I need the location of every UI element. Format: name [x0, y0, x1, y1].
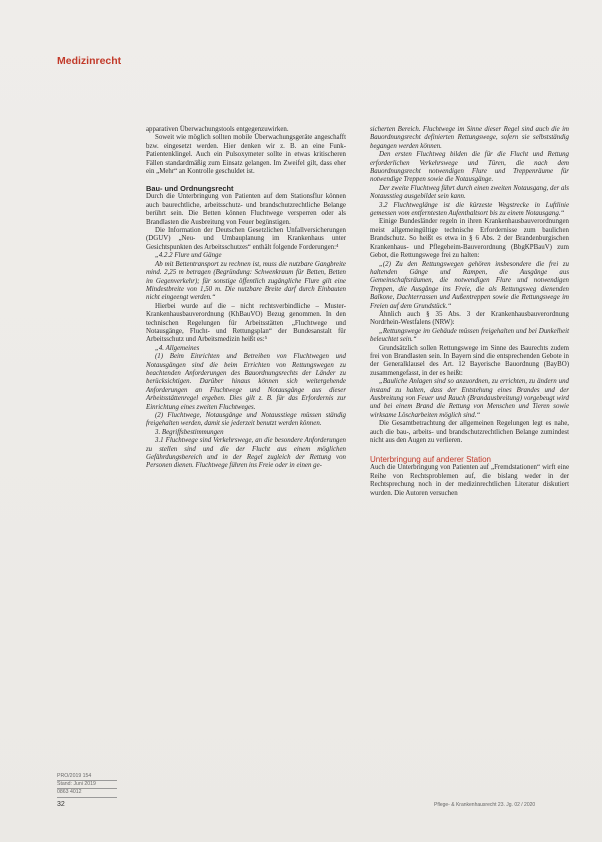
sidebar-note: [57, 773, 117, 798]
quote: Den ersten Fluchtweg bilden die für die Flucht und Rettung erforderlichen Verkehrswege und Türen, die nach dem Bauordnungsrecht notwendigen Flure und Treppenräume für notwendige Treppen sowie die Notausgänge.: [370, 151, 569, 184]
paragraph: Auch die Unterbringung von Patienten auf „Fremdstationen“ wirft eine Reihe von Rechtsproblemen auf, die bislang weder in der Rechtsprechung noch in der medizinrechtlichen Literatur diskutiert wurden. Die Autoren versuchen: [370, 464, 569, 497]
subheading: Unterbringung auf anderer Station: [370, 455, 491, 465]
paragraph: Grundsätzlich sollen Rettungswege im Sinne des Baurechts zudem frei von Brandlasten sein. In Bayern sind die entsprechenden Gebote in der Generalklausel des Art. 12 Bayerische Bauordnung (BayBO) zusammengefasst, in der es heißt:: [370, 344, 569, 377]
quote: „(2) Zu den Rettungswegen gehören insbesondere die frei zu haltenden Gänge und Rampen, die Ausgänge aus Gemeinschaftsräumen, die notwendigen Flure und notwendigen Treppen, die Ausgänge ins Freie, die als Rettungsweg dienenden Balkone, Dachterrassen und Außentreppen sowie die Rettungswege im Freien auf dem Grundstück.“: [370, 260, 569, 310]
quote: 3.1 Fluchtwege sind Verkehrswege, an die besondere Anforderungen zu stellen sind und die der Flucht aus einem möglichen Gefährdungsbereich und in der Regel zugleich der Rettung von Personen dienen. Fluchtwege führen ins Freie oder in einen ge-: [146, 437, 346, 470]
subheading: Bau- und Ordnungsrecht: [146, 184, 234, 194]
sidebar-note-line: 0863 4012: [57, 789, 117, 797]
paragraph: Die Information der Deutschen Gesetzlichen Unfallversicherungen (DGUV) „Neu- und Umbauplanung im Krankenhaus unter Gesichtspunkten des Arbeitsschutzes“ enthält folgende Forderungen:⁴: [146, 227, 346, 251]
paragraph: Hierbei wurde auf die – nicht rechtsverbindliche – Muster-Krankenhausbauverordnung (KhBauVO) Bezug genommen. In den technischen Regelungen für Arbeitsstätten „Fluchtwege und Notausgänge, Flucht- und Rettungsplan“ der Bundesanstalt für Arbeitsschutz und Arbeitsmedizin heißt es:⁵: [146, 302, 346, 344]
quote: Der zweite Fluchtweg führt durch einen zweiten Notausgang, der als Notausstieg ausgebildet sein kann.: [370, 184, 569, 201]
quote: (1) Beim Einrichten und Betreiben von Fluchtwegen und Notausgängen sind die beim Errichten von Rettungswegen zu beachtenden Anforderungen des Bauordnungsrechts der Länder zu berücksichtigen. Darüber hinaus können sich weitergehende Anforderungen an Fluchtwege und Notausgänge aus dieser Arbeitsstättenregel ergeben. Dies gilt z. B. für das Erfordernis zur Einrichtung eines zweiten Fluchtweges.: [146, 353, 346, 411]
quote: „Rettungswege im Gebäude müssen freigehalten und bei Dunkelheit beleuchtet sein.“: [370, 327, 569, 344]
sidebar-note-line: PRO/2019 154: [57, 773, 117, 781]
paragraph: Ähnlich auch § 35 Abs. 3 der Krankenhausbauverordnung Nordrhein-Westfalens (NRW):: [370, 310, 569, 327]
quote: Ab mit Bettentransport zu rechnen ist, muss die nutzbare Gangbreite mind. 2,25 m betragen (Begründung: Schwenkraum für Betten, Betten im Gegenverkehr); für sonstige öffentlich zugängliche Flure gilt eine Mindestbreite von 1,50 m. Die nutzbare Breite darf durch Einbauten nicht eingeengt werden.“: [146, 260, 346, 302]
paragraph: Soweit wie möglich sollten mobile Überwachungsgeräte angeschafft bzw. eingesetzt werden. Hier denken wir z. B. an eine Funk-Patientenklingel. Auch ein Pulsoxymeter sollte in etwas kritischeren Fällen standardmäßig zum Einsatz gelangen. Im Zweifel gilt, dass eher ein „Mehr“ an Kontrolle geschuldet ist.: [146, 134, 346, 176]
paragraph: Die Gesamtbetrachtung der allgemeinen Regelungen legt es nahe, auch die bau-, arbeits- und brandschutzrechtlichen Belange zumindest nicht aus den Augen zu verlieren.: [370, 420, 569, 445]
quote-heading: „4. Allgemeines: [155, 344, 200, 352]
quote: sicherten Bereich. Fluchtwege im Sinne dieser Regel sind auch die im Bauordnungsrecht definierten Rettungswege, sofern sie selbstständig begangen werden können.: [370, 126, 569, 150]
left-column: [146, 126, 346, 471]
paragraph: apparativen Überwachungstools entgegenzuwirken.: [146, 126, 289, 133]
quote-heading: „4.2.2 Flure und Gänge: [155, 252, 222, 260]
quote: (2) Fluchtwege, Notausgänge und Notausstiege müssen ständig freigehalten werden, damit sie jederzeit benutzt werden können.: [146, 412, 346, 428]
section-heading: Medizinrecht: [57, 55, 122, 67]
quote: „Bauliche Anlagen sind so anzuordnen, zu errichten, zu ändern und instand zu halten, dass der Entstehung eines Brandes und der Ausbreitung von Feuer und Rauch (Brandausbreitung) vorgebeugt wird und bei einem Brand die Rettung von Menschen und Tieren sowie wirksame Löscharbeiten möglich sind.“: [370, 378, 569, 419]
quote-heading: 3. Begriffsbestimmungen: [155, 428, 224, 436]
sidebar-note-line: Stand: Juni 2019: [57, 781, 117, 789]
page-number: 32: [57, 801, 65, 808]
paragraph: Durch die Unterbringung von Patienten auf dem Stationsflur können auch baurechtliche, arbeitsschutz- und brandschutzrechtliche Belange berührt sein. Die Betten können Fluchtwege versperren oder als Brandlasten die Ausbreitung von Feuer begünstigen.: [146, 193, 346, 226]
quote: 3.2 Fluchtweglänge ist die kürzeste Wegstrecke in Luftlinie gemessen vom entferntesten Aufenthaltsort bis zu einem Notausgang.“: [370, 201, 569, 218]
right-column: [370, 126, 569, 498]
paragraph: Einige Bundesländer regeln in ihren Krankenhausbauverordnungen meist allgemeingültige technische Erfordernisse zum baulichen Brandschutz. So heißt es etwa in § 6 Abs. 2 der Brandenburgischen Krankenhaus- und Pflegeheim-Bauverordnung (BbgKPBauV) zum Gebot, die Rettungswege frei zu halten:: [370, 218, 569, 260]
journal-footer: Pflege- & Krankenhausrecht 23. Jg. 02 / 2020: [434, 802, 536, 808]
